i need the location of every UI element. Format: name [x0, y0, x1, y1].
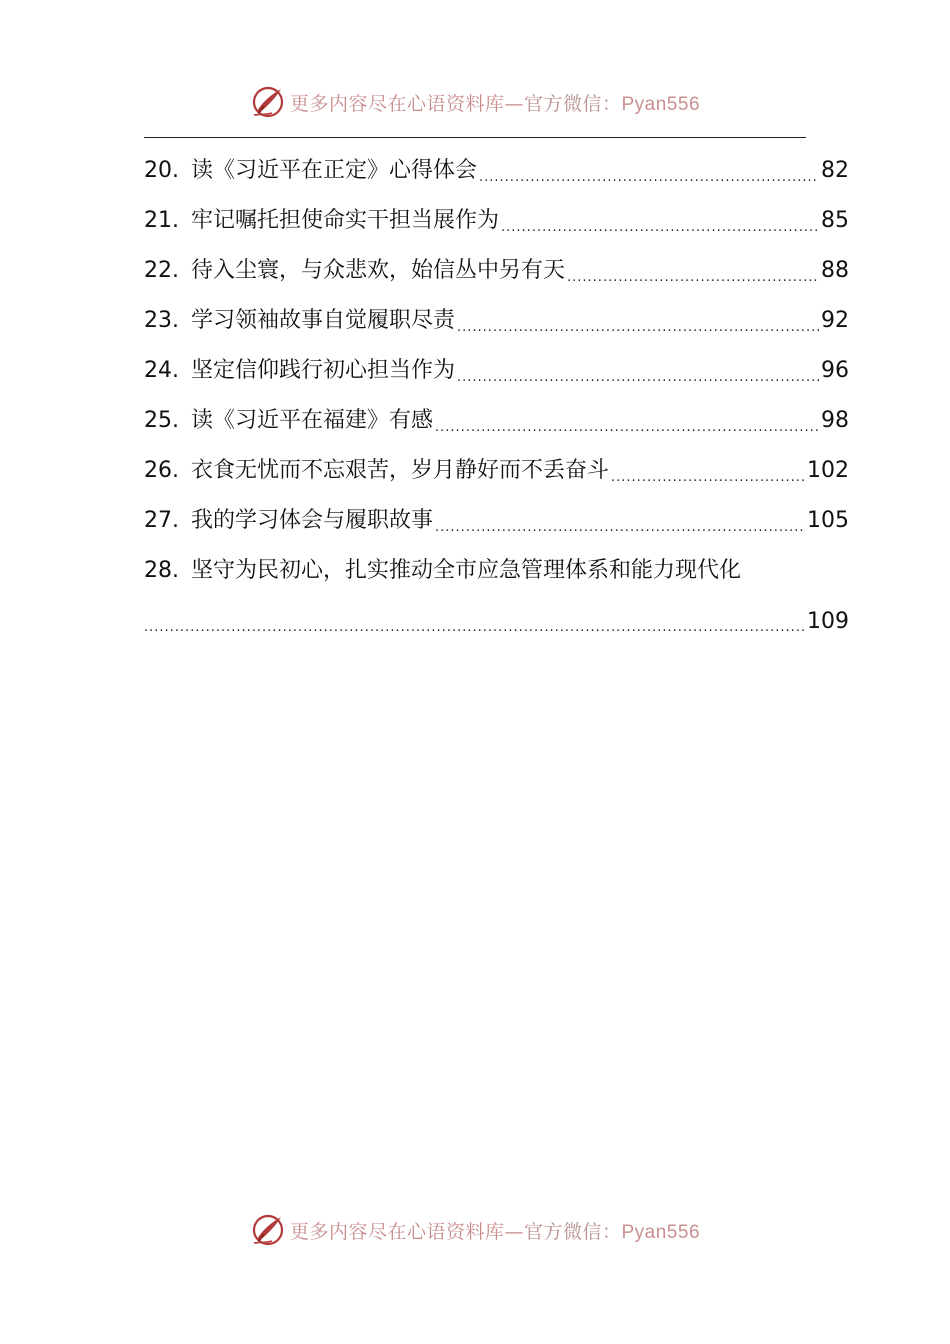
toc-entry-page: 88	[821, 258, 849, 283]
toc-entry-title: 坚守为民初心，扎实推动全市应急管理体系和能力现代化	[191, 558, 742, 583]
toc-entry-number: 21.	[144, 208, 179, 233]
header-rule	[144, 137, 806, 138]
banner-wechat-id: Pyan556	[621, 1221, 701, 1243]
toc-entry-number: 20.	[144, 158, 179, 183]
toc-entry-title: 读《习近平在福建》有感	[191, 408, 434, 433]
toc-leader-dots	[435, 410, 819, 446]
toc-entry-title: 坚定信仰践行初心担当作为	[191, 358, 456, 383]
toc-entry-page: 85	[821, 208, 849, 233]
toc-entry-page: 92	[821, 308, 849, 333]
toc-entry-number: 22.	[144, 258, 179, 283]
toc-leader-dots	[144, 610, 805, 646]
toc-entry-number: 25.	[144, 408, 179, 433]
toc-entry[interactable]	[144, 346, 849, 396]
toc-entry-page: 82	[821, 158, 849, 183]
banner-separator: —	[504, 1220, 524, 1243]
toc-entry-title: 学习领袖故事自觉履职尽责	[191, 308, 456, 333]
toc-leader-dots	[479, 160, 819, 196]
toc-entry[interactable]	[144, 296, 849, 346]
quill-pen-logo-icon	[250, 84, 286, 120]
toc-entry-number: 23.	[144, 308, 179, 333]
toc-entry[interactable]	[144, 546, 849, 596]
banner-wechat-id: Pyan556	[621, 93, 701, 115]
banner-text	[290, 89, 700, 116]
toc-leader-dots	[435, 510, 805, 546]
toc-entry-title: 读《习近平在正定》心得体会	[191, 158, 478, 183]
banner-content	[250, 84, 700, 120]
toc-entry-title: 待入尘寰，与众悲欢，始信丛中另有天	[191, 258, 566, 283]
toc-entry[interactable]	[144, 496, 849, 546]
banner-brand: 更多内容尽在心语资料库	[289, 1220, 505, 1243]
toc-leader-dots	[457, 310, 819, 346]
toc-entry-title: 衣食无忧而不忘艰苦，岁月静好而不丢奋斗	[191, 458, 610, 483]
toc-leader-dots	[501, 210, 819, 246]
banner-wechat-label: 官方微信：	[523, 1220, 622, 1243]
toc-leader-dots	[457, 360, 819, 396]
banner-text	[290, 1217, 700, 1244]
banner-brand: 更多内容尽在心语资料库	[289, 92, 505, 115]
toc-entry-continuation[interactable]	[144, 596, 849, 646]
toc-entry[interactable]	[144, 396, 849, 446]
header-banner	[0, 82, 950, 122]
toc-leader-dots	[611, 460, 805, 496]
toc-entry[interactable]	[144, 146, 849, 196]
table-of-contents	[144, 146, 849, 646]
toc-entry-page: 98	[821, 408, 849, 433]
banner-content	[250, 1212, 700, 1248]
toc-entry-number: 28.	[144, 558, 179, 583]
toc-entry-page: 109	[807, 608, 849, 634]
toc-entry-title: 我的学习体会与履职故事	[191, 508, 434, 533]
banner-separator: —	[504, 92, 524, 115]
toc-entry[interactable]	[144, 446, 849, 496]
toc-entry-page: 102	[807, 458, 849, 483]
toc-entry-title: 牢记嘱托担使命实干担当展作为	[191, 208, 500, 233]
toc-entry-number: 27.	[144, 508, 179, 533]
toc-leader-dots	[567, 260, 819, 296]
quill-pen-logo-icon	[250, 1212, 286, 1248]
toc-entry[interactable]	[144, 196, 849, 246]
banner-wechat-label: 官方微信：	[523, 92, 622, 115]
toc-entry-page: 105	[807, 508, 849, 533]
toc-entry-number: 26.	[144, 458, 179, 483]
footer-banner	[0, 1210, 950, 1250]
toc-entry-page: 96	[821, 358, 849, 383]
toc-entry[interactable]	[144, 246, 849, 296]
toc-entry-number: 24.	[144, 358, 179, 383]
